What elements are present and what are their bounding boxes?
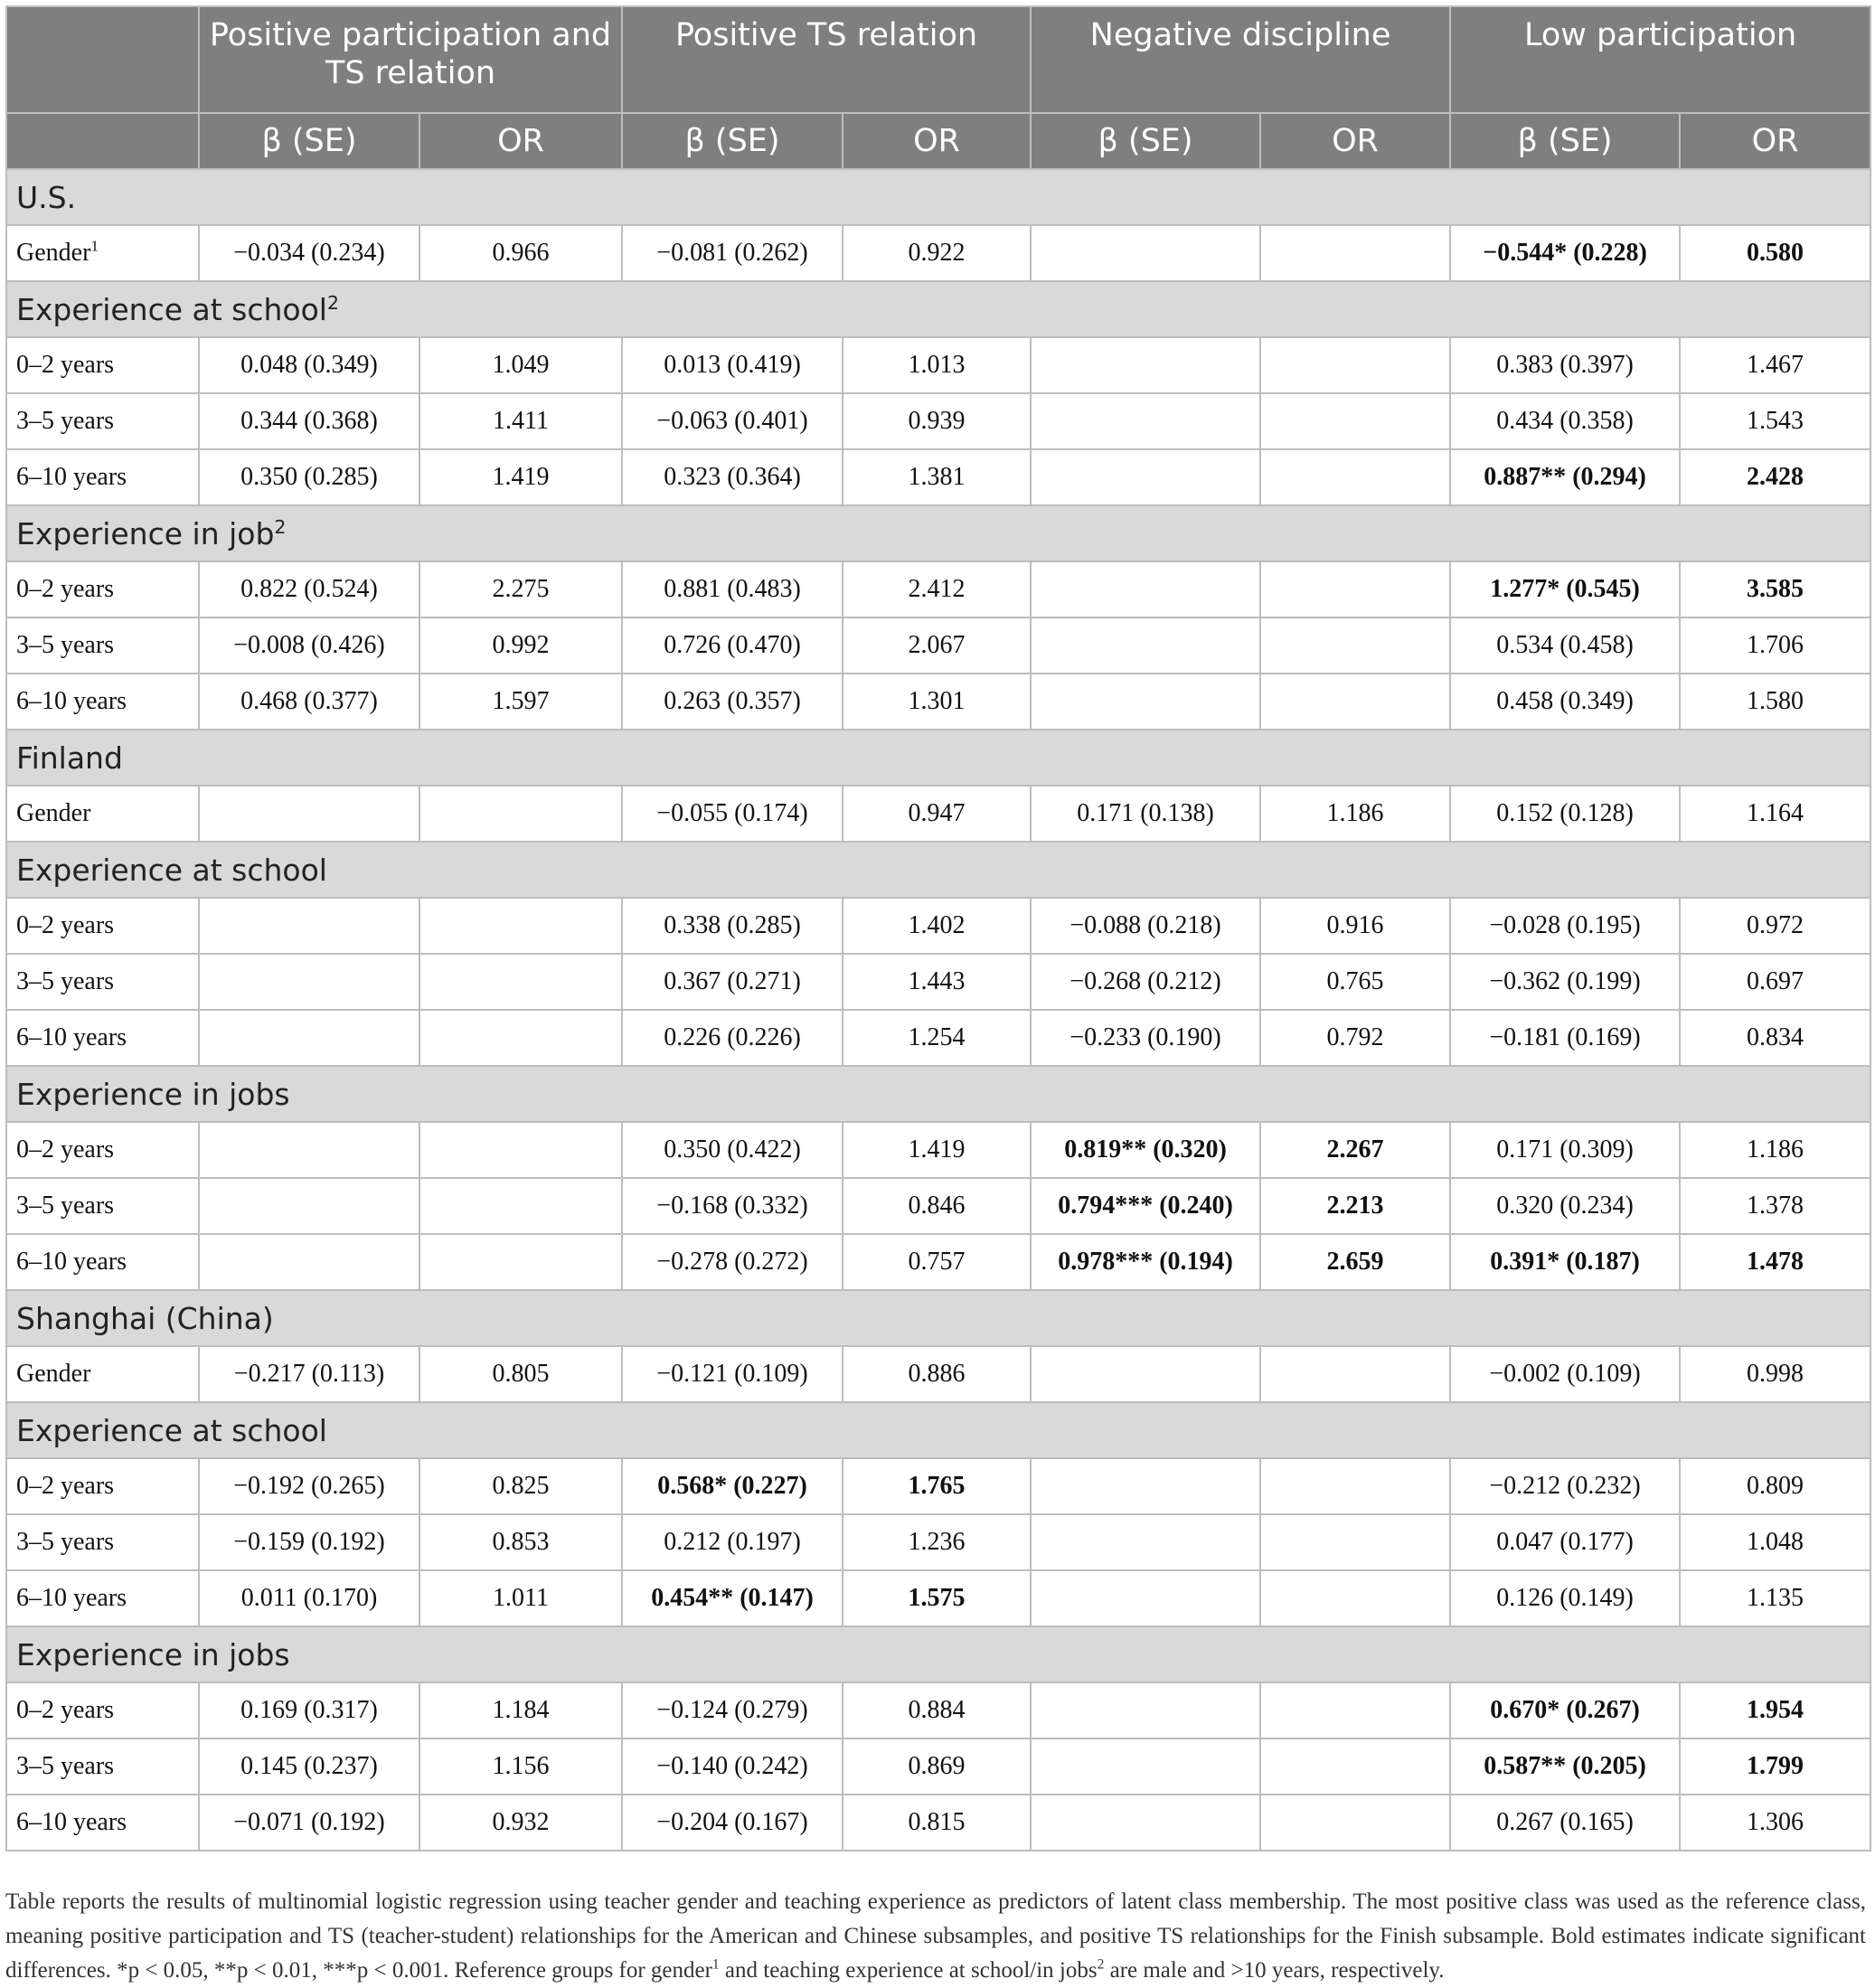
odds-ratio-cell: 1.186: [1260, 786, 1450, 842]
odds-ratio-cell: 1.402: [843, 898, 1031, 954]
odds-ratio-cell: [1260, 1682, 1450, 1738]
row-label-text: Gender: [16, 799, 91, 827]
beta-se-cell: −0.088 (0.218): [1031, 898, 1260, 954]
row-label: [6, 898, 199, 954]
odds-ratio-cell: 1.135: [1680, 1570, 1870, 1626]
row-label-text: 0–2 years: [16, 351, 115, 379]
table-row: [6, 617, 1870, 674]
row-label: [6, 617, 199, 674]
beta-se-cell: −0.181 (0.169): [1450, 1010, 1680, 1066]
odds-ratio-cell: 0.992: [419, 617, 622, 674]
section-label: [6, 169, 1870, 225]
beta-se-cell: −0.140 (0.242): [622, 1738, 843, 1795]
section-label: [6, 1066, 1870, 1122]
beta-se-cell: −0.212 (0.232): [1450, 1458, 1680, 1514]
header-group-positive-ts: Positive TS relation: [622, 6, 1031, 113]
odds-ratio-cell: 2.213: [1260, 1178, 1450, 1234]
beta-se-cell: [199, 786, 419, 842]
table-row: [6, 1122, 1870, 1178]
odds-ratio-cell: [419, 1234, 622, 1290]
beta-se-cell: [1031, 449, 1260, 505]
odds-ratio-cell: 0.809: [1680, 1458, 1870, 1514]
odds-ratio-cell: [419, 786, 622, 842]
header-group-positive-participation: Positive participation and TS relation: [199, 6, 622, 113]
section-label-text: Experience in job: [16, 515, 275, 551]
odds-ratio-cell: 0.765: [1260, 954, 1450, 1010]
footnote-text-1: Table reports the results of multinomial logistic regression using teacher gender and teaching experience as predictors of latent class membership. The most positive class was used as the reference class, meaning positive participation and TS (teacher-student) relationships for the American and Chinese subsamples, and positive TS relationships for the Finish subsample. Bold estimates indicate significant differences. *p < 0.05, **p < 0.01, ***p < 0.001. Reference groups for gender: [5, 1889, 1866, 1983]
row-label-text: 6–10 years: [16, 1584, 127, 1612]
row-label: [6, 393, 199, 449]
odds-ratio-cell: [1260, 1458, 1450, 1514]
beta-se-cell: −0.124 (0.279): [622, 1682, 843, 1738]
header-group-negative-discipline: Negative discipline: [1031, 6, 1450, 113]
beta-se-cell: −0.544* (0.228): [1450, 225, 1680, 281]
table-row: [6, 1682, 1870, 1738]
beta-se-cell: 0.267 (0.165): [1450, 1795, 1680, 1851]
odds-ratio-cell: 0.922: [843, 225, 1031, 281]
header-row-groups: [6, 6, 1870, 113]
odds-ratio-cell: [1260, 337, 1450, 393]
odds-ratio-cell: 1.236: [843, 1514, 1031, 1570]
odds-ratio-cell: [1260, 393, 1450, 449]
row-label-text: Gender: [16, 239, 91, 267]
odds-ratio-cell: 0.966: [419, 225, 622, 281]
odds-ratio-cell: [419, 954, 622, 1010]
row-label-text: 3–5 years: [16, 631, 115, 659]
beta-se-cell: 0.391* (0.187): [1450, 1234, 1680, 1290]
beta-se-cell: 1.277* (0.545): [1450, 561, 1680, 617]
row-label-text: 3–5 years: [16, 1192, 115, 1220]
odds-ratio-cell: 2.267: [1260, 1122, 1450, 1178]
table-row: [6, 1010, 1870, 1066]
odds-ratio-cell: [1260, 561, 1450, 617]
beta-se-cell: −0.159 (0.192): [199, 1514, 419, 1570]
odds-ratio-cell: 1.254: [843, 1010, 1031, 1066]
row-label-text: 3–5 years: [16, 1528, 115, 1556]
header-beta: β (SE): [199, 113, 419, 169]
odds-ratio-cell: 0.815: [843, 1795, 1031, 1851]
beta-se-cell: [199, 954, 419, 1010]
odds-ratio-cell: 0.825: [419, 1458, 622, 1514]
beta-se-cell: 0.152 (0.128): [1450, 786, 1680, 842]
section-header-row: [6, 1066, 1870, 1122]
table-row: [6, 393, 1870, 449]
table-row: [6, 1795, 1870, 1851]
table-footnote: [5, 1885, 1866, 1988]
section-label: [6, 281, 1870, 337]
row-label: [6, 1122, 199, 1178]
section-label-text: Experience at school: [16, 291, 327, 327]
odds-ratio-cell: 1.467: [1680, 337, 1870, 393]
regression-table: [5, 5, 1871, 1851]
beta-se-cell: −0.121 (0.109): [622, 1346, 843, 1402]
table-row: [6, 786, 1870, 842]
beta-se-cell: [1031, 1738, 1260, 1795]
beta-se-cell: [199, 1010, 419, 1066]
row-label-text: 3–5 years: [16, 967, 115, 995]
table-row: [6, 1570, 1870, 1626]
row-label-text: 6–10 years: [16, 1023, 127, 1051]
beta-se-cell: 0.468 (0.377): [199, 674, 419, 730]
header-or: OR: [419, 113, 622, 169]
section-label: [6, 1626, 1870, 1682]
odds-ratio-cell: 1.186: [1680, 1122, 1870, 1178]
table-row: [6, 1346, 1870, 1402]
row-label-text: 0–2 years: [16, 575, 115, 603]
row-label: [6, 1514, 199, 1570]
row-label: [6, 1738, 199, 1795]
beta-se-cell: 0.978*** (0.194): [1031, 1234, 1260, 1290]
odds-ratio-cell: 0.846: [843, 1178, 1031, 1234]
beta-se-cell: 0.263 (0.357): [622, 674, 843, 730]
odds-ratio-cell: 0.792: [1260, 1010, 1450, 1066]
beta-se-cell: [199, 1122, 419, 1178]
beta-se-cell: −0.081 (0.262): [622, 225, 843, 281]
results-table-container: [5, 5, 1870, 1851]
row-label: [6, 786, 199, 842]
section-header-row: [6, 1402, 1870, 1458]
odds-ratio-cell: 2.275: [419, 561, 622, 617]
section-label-text: Finland: [16, 740, 123, 776]
odds-ratio-cell: 0.916: [1260, 898, 1450, 954]
odds-ratio-cell: [1260, 674, 1450, 730]
odds-ratio-cell: 1.011: [419, 1570, 622, 1626]
section-label-text: Experience at school: [16, 852, 327, 888]
odds-ratio-cell: [419, 1178, 622, 1234]
beta-se-cell: [1031, 1458, 1260, 1514]
odds-ratio-cell: 1.378: [1680, 1178, 1870, 1234]
odds-ratio-cell: 0.805: [419, 1346, 622, 1402]
header-or: OR: [843, 113, 1031, 169]
beta-se-cell: 0.169 (0.317): [199, 1682, 419, 1738]
footnote-sup-1: 1: [711, 1956, 720, 1973]
odds-ratio-cell: 1.799: [1680, 1738, 1870, 1795]
beta-se-cell: 0.011 (0.170): [199, 1570, 419, 1626]
section-header-row: [6, 1290, 1870, 1346]
beta-se-cell: −0.055 (0.174): [622, 786, 843, 842]
beta-se-cell: −0.233 (0.190): [1031, 1010, 1260, 1066]
beta-se-cell: 0.367 (0.271): [622, 954, 843, 1010]
row-label: [6, 1178, 199, 1234]
beta-se-cell: [1031, 617, 1260, 674]
beta-se-cell: 0.344 (0.368): [199, 393, 419, 449]
beta-se-cell: 0.350 (0.422): [622, 1122, 843, 1178]
header-or: OR: [1680, 113, 1870, 169]
table-row: [6, 954, 1870, 1010]
beta-se-cell: −0.071 (0.192): [199, 1795, 419, 1851]
beta-se-cell: [1031, 1570, 1260, 1626]
row-label-text: 0–2 years: [16, 1696, 115, 1724]
table-row: [6, 1458, 1870, 1514]
section-label: [6, 1290, 1870, 1346]
odds-ratio-cell: [1260, 449, 1450, 505]
beta-se-cell: 0.320 (0.234): [1450, 1178, 1680, 1234]
row-label-text: 6–10 years: [16, 687, 127, 715]
odds-ratio-cell: 0.972: [1680, 898, 1870, 954]
row-label-text: 0–2 years: [16, 911, 115, 939]
header-or: OR: [1260, 113, 1450, 169]
beta-se-cell: −0.192 (0.265): [199, 1458, 419, 1514]
odds-ratio-cell: 1.765: [843, 1458, 1031, 1514]
beta-se-cell: 0.819** (0.320): [1031, 1122, 1260, 1178]
beta-se-cell: [199, 1178, 419, 1234]
header-corner: [6, 6, 199, 113]
table-row: [6, 449, 1870, 505]
table-body: [6, 169, 1870, 1851]
table-row: [6, 337, 1870, 393]
beta-se-cell: −0.008 (0.426): [199, 617, 419, 674]
odds-ratio-cell: 0.947: [843, 786, 1031, 842]
table-row: [6, 225, 1870, 281]
row-label: [6, 449, 199, 505]
odds-ratio-cell: [1260, 1346, 1450, 1402]
section-label-text: Shanghai (China): [16, 1300, 274, 1336]
header-row-stats: [6, 113, 1870, 169]
section-label-text: U.S.: [16, 179, 77, 215]
section-label-sup: 2: [274, 515, 287, 538]
odds-ratio-cell: 2.659: [1260, 1234, 1450, 1290]
beta-se-cell: −0.063 (0.401): [622, 393, 843, 449]
beta-se-cell: −0.278 (0.272): [622, 1234, 843, 1290]
row-label: [6, 1010, 199, 1066]
odds-ratio-cell: 1.419: [419, 449, 622, 505]
odds-ratio-cell: 0.886: [843, 1346, 1031, 1402]
odds-ratio-cell: 0.939: [843, 393, 1031, 449]
odds-ratio-cell: 0.853: [419, 1514, 622, 1570]
odds-ratio-cell: 0.932: [419, 1795, 622, 1851]
odds-ratio-cell: 1.156: [419, 1738, 622, 1795]
odds-ratio-cell: [1260, 225, 1450, 281]
odds-ratio-cell: 0.869: [843, 1738, 1031, 1795]
beta-se-cell: −0.217 (0.113): [199, 1346, 419, 1402]
section-header-row: [6, 169, 1870, 225]
odds-ratio-cell: 1.048: [1680, 1514, 1870, 1570]
odds-ratio-cell: 2.428: [1680, 449, 1870, 505]
beta-se-cell: −0.204 (0.167): [622, 1795, 843, 1851]
table-row: [6, 561, 1870, 617]
beta-se-cell: −0.028 (0.195): [1450, 898, 1680, 954]
odds-ratio-cell: 1.411: [419, 393, 622, 449]
odds-ratio-cell: 1.597: [419, 674, 622, 730]
beta-se-cell: [1031, 561, 1260, 617]
section-label: [6, 730, 1870, 786]
section-label-sup: 2: [326, 291, 339, 314]
odds-ratio-cell: 1.013: [843, 337, 1031, 393]
odds-ratio-cell: 1.049: [419, 337, 622, 393]
beta-se-cell: 0.458 (0.349): [1450, 674, 1680, 730]
row-label-text: 6–10 years: [16, 1248, 127, 1276]
odds-ratio-cell: [419, 898, 622, 954]
header-beta: β (SE): [1031, 113, 1260, 169]
table-row: [6, 898, 1870, 954]
odds-ratio-cell: [1260, 1795, 1450, 1851]
odds-ratio-cell: 0.697: [1680, 954, 1870, 1010]
odds-ratio-cell: 0.998: [1680, 1346, 1870, 1402]
row-label-text: 6–10 years: [16, 1808, 127, 1836]
row-label-text: 3–5 years: [16, 1752, 115, 1780]
header-beta: β (SE): [622, 113, 843, 169]
beta-se-cell: −0.034 (0.234): [199, 225, 419, 281]
odds-ratio-cell: 0.757: [843, 1234, 1031, 1290]
odds-ratio-cell: 2.412: [843, 561, 1031, 617]
beta-se-cell: [199, 898, 419, 954]
odds-ratio-cell: 1.164: [1680, 786, 1870, 842]
row-label-sup: 1: [90, 237, 99, 255]
odds-ratio-cell: 1.543: [1680, 393, 1870, 449]
beta-se-cell: 0.171 (0.138): [1031, 786, 1260, 842]
row-label-text: 0–2 years: [16, 1135, 115, 1164]
section-header-row: [6, 842, 1870, 898]
beta-se-cell: 0.013 (0.419): [622, 337, 843, 393]
beta-se-cell: [1031, 225, 1260, 281]
section-header-row: [6, 730, 1870, 786]
table-row: [6, 1178, 1870, 1234]
table-row: [6, 1738, 1870, 1795]
beta-se-cell: 0.534 (0.458): [1450, 617, 1680, 674]
odds-ratio-cell: [1260, 1738, 1450, 1795]
footnote-text-3: are male and >10 years, respectively.: [1104, 1958, 1445, 1983]
odds-ratio-cell: 3.585: [1680, 561, 1870, 617]
row-label-text: 3–5 years: [16, 407, 115, 435]
beta-se-cell: [1031, 1682, 1260, 1738]
table-row: [6, 674, 1870, 730]
odds-ratio-cell: 1.575: [843, 1570, 1031, 1626]
beta-se-cell: −0.168 (0.332): [622, 1178, 843, 1234]
row-label: [6, 1682, 199, 1738]
odds-ratio-cell: 1.443: [843, 954, 1031, 1010]
odds-ratio-cell: 0.580: [1680, 225, 1870, 281]
odds-ratio-cell: [1260, 1570, 1450, 1626]
beta-se-cell: 0.226 (0.226): [622, 1010, 843, 1066]
row-label: [6, 561, 199, 617]
beta-se-cell: 0.794*** (0.240): [1031, 1178, 1260, 1234]
beta-se-cell: 0.454** (0.147): [622, 1570, 843, 1626]
section-label-text: Experience in jobs: [16, 1636, 290, 1672]
beta-se-cell: [1031, 337, 1260, 393]
header-corner-2: [6, 113, 199, 169]
beta-se-cell: [1031, 1795, 1260, 1851]
row-label: [6, 1795, 199, 1851]
odds-ratio-cell: [419, 1010, 622, 1066]
row-label: [6, 674, 199, 730]
row-label: [6, 1458, 199, 1514]
beta-se-cell: 0.822 (0.524): [199, 561, 419, 617]
beta-se-cell: −0.002 (0.109): [1450, 1346, 1680, 1402]
beta-se-cell: 0.568* (0.227): [622, 1458, 843, 1514]
beta-se-cell: 0.887** (0.294): [1450, 449, 1680, 505]
beta-se-cell: 0.383 (0.397): [1450, 337, 1680, 393]
beta-se-cell: 0.350 (0.285): [199, 449, 419, 505]
odds-ratio-cell: [419, 1122, 622, 1178]
row-label-text: 0–2 years: [16, 1472, 115, 1500]
row-label: [6, 225, 199, 281]
header-group-low-participation: Low participation: [1450, 6, 1870, 113]
beta-se-cell: 0.212 (0.197): [622, 1514, 843, 1570]
beta-se-cell: 0.338 (0.285): [622, 898, 843, 954]
section-header-row: [6, 505, 1870, 561]
row-label: [6, 1570, 199, 1626]
section-header-row: [6, 1626, 1870, 1682]
beta-se-cell: 0.126 (0.149): [1450, 1570, 1680, 1626]
odds-ratio-cell: [1260, 617, 1450, 674]
odds-ratio-cell: 1.580: [1680, 674, 1870, 730]
beta-se-cell: [1031, 1346, 1260, 1402]
odds-ratio-cell: 1.184: [419, 1682, 622, 1738]
row-label-text: 6–10 years: [16, 463, 127, 491]
beta-se-cell: 0.881 (0.483): [622, 561, 843, 617]
table-row: [6, 1234, 1870, 1290]
beta-se-cell: 0.434 (0.358): [1450, 393, 1680, 449]
beta-se-cell: 0.323 (0.364): [622, 449, 843, 505]
beta-se-cell: 0.726 (0.470): [622, 617, 843, 674]
beta-se-cell: 0.171 (0.309): [1450, 1122, 1680, 1178]
section-label: [6, 842, 1870, 898]
beta-se-cell: [199, 1234, 419, 1290]
table-row: [6, 1514, 1870, 1570]
footnote-sup-2: 2: [1097, 1956, 1105, 1973]
header-beta: β (SE): [1450, 113, 1680, 169]
beta-se-cell: 0.670* (0.267): [1450, 1682, 1680, 1738]
beta-se-cell: 0.587** (0.205): [1450, 1738, 1680, 1795]
beta-se-cell: [1031, 1514, 1260, 1570]
odds-ratio-cell: [1260, 1514, 1450, 1570]
beta-se-cell: 0.047 (0.177): [1450, 1514, 1680, 1570]
odds-ratio-cell: 2.067: [843, 617, 1031, 674]
odds-ratio-cell: 1.419: [843, 1122, 1031, 1178]
odds-ratio-cell: 0.884: [843, 1682, 1031, 1738]
section-header-row: [6, 281, 1870, 337]
beta-se-cell: 0.145 (0.237): [199, 1738, 419, 1795]
odds-ratio-cell: 1.954: [1680, 1682, 1870, 1738]
beta-se-cell: −0.362 (0.199): [1450, 954, 1680, 1010]
beta-se-cell: 0.048 (0.349): [199, 337, 419, 393]
section-label: [6, 505, 1870, 561]
beta-se-cell: [1031, 393, 1260, 449]
row-label: [6, 1346, 199, 1402]
footnote-text-2: and teaching experience at school/in jobs: [719, 1958, 1098, 1983]
row-label: [6, 1234, 199, 1290]
section-label-text: Experience at school: [16, 1412, 327, 1448]
odds-ratio-cell: 1.301: [843, 674, 1031, 730]
odds-ratio-cell: 1.706: [1680, 617, 1870, 674]
odds-ratio-cell: 0.834: [1680, 1010, 1870, 1066]
odds-ratio-cell: 1.306: [1680, 1795, 1870, 1851]
beta-se-cell: −0.268 (0.212): [1031, 954, 1260, 1010]
row-label: [6, 954, 199, 1010]
row-label: [6, 337, 199, 393]
row-label-text: Gender: [16, 1360, 91, 1388]
section-label: [6, 1402, 1870, 1458]
beta-se-cell: [1031, 674, 1260, 730]
odds-ratio-cell: 1.478: [1680, 1234, 1870, 1290]
section-label-text: Experience in jobs: [16, 1076, 290, 1112]
odds-ratio-cell: 1.381: [843, 449, 1031, 505]
